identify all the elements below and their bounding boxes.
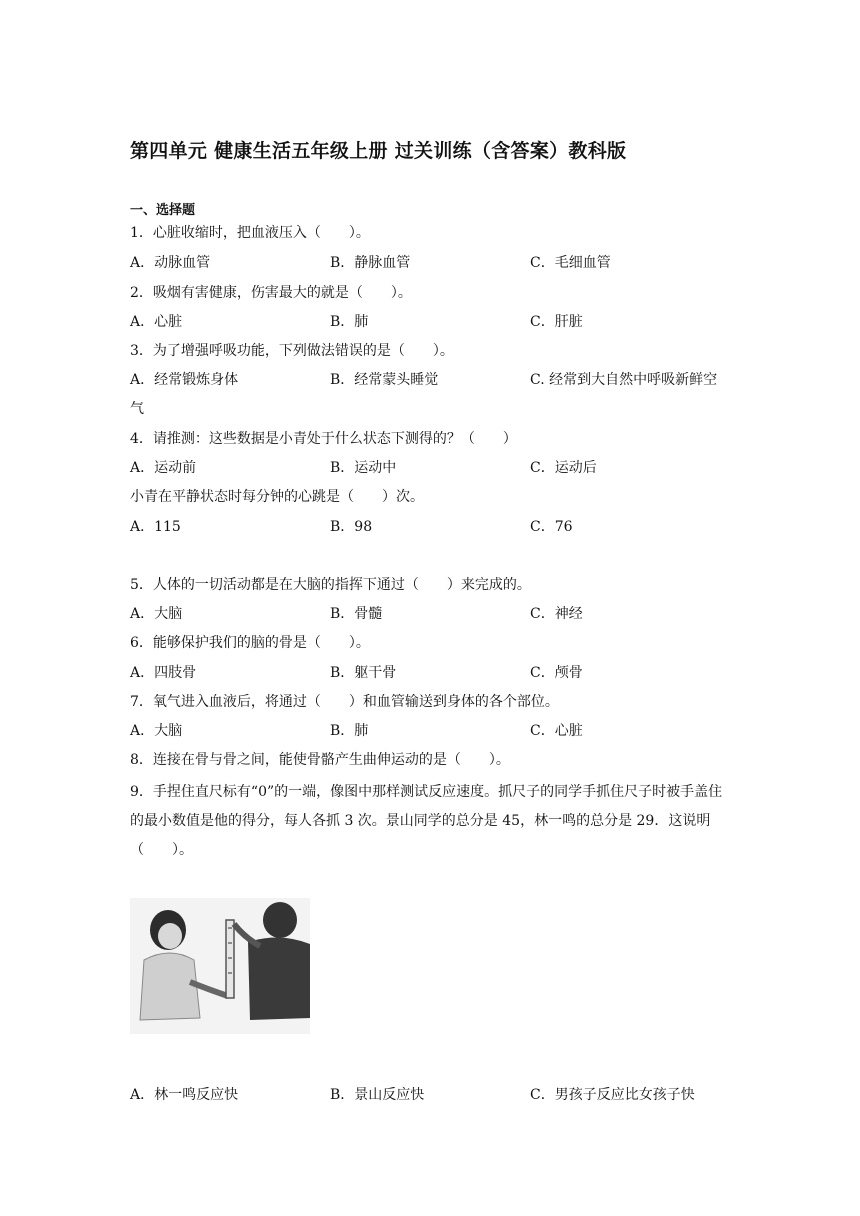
option-b: B．肺 (330, 723, 369, 739)
option-c: C．76 (530, 519, 573, 535)
reaction-test-photo (130, 898, 310, 1034)
option-a: A．115 (130, 519, 181, 535)
option-a: A．运动前 (130, 460, 197, 476)
option-c: C．运动后 (530, 460, 597, 476)
option-b: B．躯干骨 (330, 665, 397, 681)
option-b: B．骨髓 (330, 606, 383, 622)
section-heading: 一、选择题 (130, 203, 196, 218)
option-a: A．经常锻炼身体 (130, 372, 239, 388)
question-7: 7．氧气进入血液后，将通过（ ）和血管输送到身体的各个部位。 (130, 694, 559, 710)
option-b: B．静脉血管 (330, 255, 411, 271)
option-c: C．毛细血管 (530, 255, 611, 271)
question-4: 4．请推测：这些数据是小青处于什么状态下测得的？（ ） (130, 431, 517, 447)
question-6: 6．能够保护我们的脑的骨是（ ）。 (130, 635, 370, 651)
option-b: B．肺 (330, 314, 369, 330)
document-title: 第四单元 健康生活五年级上册 过关训练（含答案）教科版 (130, 140, 627, 162)
option-c: C．神经 (530, 606, 583, 622)
option-a: A．大脑 (130, 723, 183, 739)
option-b: B．经常蒙头睡觉 (330, 372, 439, 388)
question-3: 3．为了增强呼吸功能，下列做法错误的是（ ）。 (130, 343, 454, 359)
option-b: B．景山反应快 (330, 1087, 425, 1103)
option-c: C．男孩子反应比女孩子快 (530, 1087, 695, 1103)
option-c: C．颅骨 (530, 665, 583, 681)
option-c-wrap: 气 (130, 401, 144, 417)
option-a: A．林一鸣反应快 (130, 1087, 239, 1103)
question-8: 8．连接在骨与骨之间，能使骨骼产生曲伸运动的是（ ）。 (130, 752, 510, 768)
option-a: A．动脉血管 (130, 255, 211, 271)
option-b: B．运动中 (330, 460, 397, 476)
option-a: A．心脏 (130, 314, 183, 330)
option-a: A．四肢骨 (130, 665, 197, 681)
question-9: 9．手捏住直尺标有“0”的一端，像图中那样测试反应速度。抓尺子的同学手抓住尺子时被手盖住的最小数值是他的得分，每人各抓 3 次。景山同学的总分是 45，林一鸣的总分是 29．这说明（ ）。 (130, 784, 723, 858)
option-c: C. 经常到大自然中呼吸新鲜空 (530, 372, 718, 388)
question-1: 1．心脏收缩时，把血液压入（ ）。 (130, 225, 370, 241)
question-5: 5．人体的一切活动都是在大脑的指挥下通过（ ）来完成的。 (130, 577, 531, 593)
option-c: C．心脏 (530, 723, 583, 739)
option-a: A．大脑 (130, 606, 183, 622)
option-b: B．98 (330, 519, 373, 535)
question-4-sub: 小青在平静状态时每分钟的心跳是（ ）次。 (130, 489, 424, 505)
question-2: 2．吸烟有害健康，伤害最大的就是（ ）。 (130, 285, 412, 301)
option-c: C．肝脏 (530, 314, 583, 330)
